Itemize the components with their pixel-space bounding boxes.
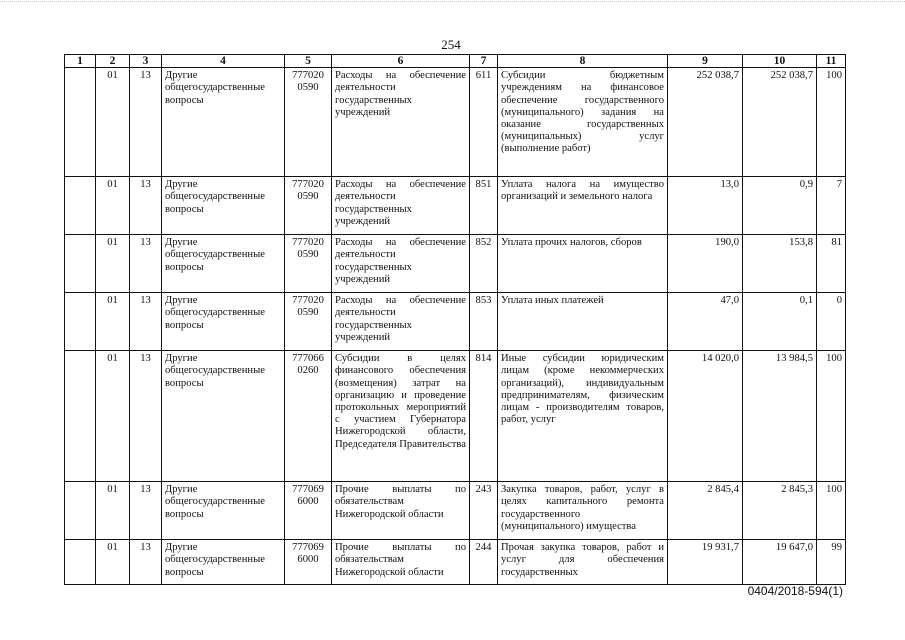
cell-section: 01 xyxy=(96,351,130,482)
column-header: 3 xyxy=(130,55,162,68)
cell-subsection: 13 xyxy=(130,235,162,293)
cell-actual-value: 19 647,0 xyxy=(743,540,817,585)
column-header: 5 xyxy=(285,55,332,68)
cell-target-name: Расходы на обеспечение деятельности государственных учреждений xyxy=(332,177,470,235)
cell-expense-type: 853 xyxy=(470,293,498,351)
cell-col1 xyxy=(65,68,96,177)
cell-planned-value: 252 038,7 xyxy=(668,68,743,177)
cell-section: 01 xyxy=(96,235,130,293)
cell-planned-value: 47,0 xyxy=(668,293,743,351)
column-header: 8 xyxy=(498,55,668,68)
cell-col1 xyxy=(65,540,96,585)
cell-expense-name: Субсидии бюджетным учреждениям на финансовое обеспечение государственного (муниципального) задания на оказание государственных (муниципальных) услуг (выполнение работ) xyxy=(498,68,668,177)
cell-target-name: Расходы на обеспечение деятельности государственных учреждений xyxy=(332,293,470,351)
cell-expense-type: 814 xyxy=(470,351,498,482)
header-row xyxy=(65,55,846,68)
cell-expense-name: Прочая закупка товаров, работ и услуг для обеспечения государственных xyxy=(498,540,668,585)
table-row xyxy=(65,177,846,235)
cell-expense-name: Иные субсидии юридическим лицам (кроме некоммерческих организаций), индивидуальным предпринимателям, физическим лицам - производителям товаров, работ, услуг xyxy=(498,351,668,482)
column-header: 7 xyxy=(470,55,498,68)
cell-target-code: 777066 0260 xyxy=(285,351,332,482)
cell-section: 01 xyxy=(96,540,130,585)
cell-subsection: 13 xyxy=(130,482,162,540)
cell-expense-type: 243 xyxy=(470,482,498,540)
cell-col1 xyxy=(65,235,96,293)
cell-section: 01 xyxy=(96,68,130,177)
column-header: 10 xyxy=(743,55,817,68)
cell-subsection: 13 xyxy=(130,540,162,585)
cell-target-name: Расходы на обеспечение деятельности государственных учреждений xyxy=(332,235,470,293)
cell-actual-value: 13 984,5 xyxy=(743,351,817,482)
cell-col1 xyxy=(65,177,96,235)
cell-planned-value: 13,0 xyxy=(668,177,743,235)
cell-percent: 81 xyxy=(817,235,846,293)
page-number: 254 xyxy=(441,37,461,52)
column-header: 6 xyxy=(332,55,470,68)
cell-subsection: 13 xyxy=(130,68,162,177)
cell-section: 01 xyxy=(96,293,130,351)
cell-section-name: Другие общегосударственные вопросы xyxy=(162,177,285,235)
cell-section-name: Другие общегосударственные вопросы xyxy=(162,68,285,177)
column-header: 2 xyxy=(96,55,130,68)
cell-section-name: Другие общегосударственные вопросы xyxy=(162,540,285,585)
cell-percent: 100 xyxy=(817,351,846,482)
cell-section-name: Другие общегосударственные вопросы xyxy=(162,482,285,540)
table-row xyxy=(65,293,846,351)
column-header: 4 xyxy=(162,55,285,68)
cell-actual-value: 0,9 xyxy=(743,177,817,235)
table-row xyxy=(65,540,846,585)
cell-target-code: 777020 0590 xyxy=(285,177,332,235)
cell-target-code: 777069 6000 xyxy=(285,482,332,540)
cell-target-code: 777020 0590 xyxy=(285,293,332,351)
budget-table xyxy=(64,54,846,585)
table-row xyxy=(65,351,846,482)
cell-planned-value: 19 931,7 xyxy=(668,540,743,585)
cell-expense-type: 852 xyxy=(470,235,498,293)
cell-planned-value: 190,0 xyxy=(668,235,743,293)
column-header: 1 xyxy=(65,55,96,68)
cell-section-name: Другие общегосударственные вопросы xyxy=(162,293,285,351)
cell-expense-type: 244 xyxy=(470,540,498,585)
cell-section: 01 xyxy=(96,177,130,235)
cell-percent: 99 xyxy=(817,540,846,585)
cell-target-code: 777020 0590 xyxy=(285,68,332,177)
column-header: 11 xyxy=(817,55,846,68)
cell-col1 xyxy=(65,482,96,540)
cell-expense-type: 611 xyxy=(470,68,498,177)
table-row xyxy=(65,482,846,540)
column-header: 9 xyxy=(668,55,743,68)
cell-expense-type: 851 xyxy=(470,177,498,235)
top-dotted-rule xyxy=(0,1,905,2)
cell-percent: 100 xyxy=(817,482,846,540)
cell-col1 xyxy=(65,293,96,351)
cell-actual-value: 2 845,3 xyxy=(743,482,817,540)
table-row xyxy=(65,68,846,177)
cell-percent: 100 xyxy=(817,68,846,177)
cell-actual-value: 252 038,7 xyxy=(743,68,817,177)
cell-section-name: Другие общегосударственные вопросы xyxy=(162,351,285,482)
cell-actual-value: 0,1 xyxy=(743,293,817,351)
cell-section-name: Другие общегосударственные вопросы xyxy=(162,235,285,293)
cell-percent: 0 xyxy=(817,293,846,351)
cell-subsection: 13 xyxy=(130,351,162,482)
cell-target-name: Субсидии в целях финансового обеспечения (возмещения) затрат на организацию и проведение протокольных мероприятий с участием Губернатора Нижегородской области, Председателя Правительства xyxy=(332,351,470,482)
cell-target-code: 777020 0590 xyxy=(285,235,332,293)
cell-section: 01 xyxy=(96,482,130,540)
cell-expense-name: Закупка товаров, работ, услуг в целях капитального ремонта государственного (муниципального) имущества xyxy=(498,482,668,540)
cell-target-name: Прочие выплаты по обязательствам Нижегородской области xyxy=(332,540,470,585)
cell-percent: 7 xyxy=(817,177,846,235)
cell-expense-name: Уплата налога на имущество организаций и земельного налога xyxy=(498,177,668,235)
cell-subsection: 13 xyxy=(130,177,162,235)
cell-expense-name: Уплата прочих налогов, сборов xyxy=(498,235,668,293)
document-id: 0404/2018-594(1) xyxy=(747,584,843,598)
cell-subsection: 13 xyxy=(130,293,162,351)
cell-actual-value: 153,8 xyxy=(743,235,817,293)
cell-planned-value: 14 020,0 xyxy=(668,351,743,482)
cell-target-name: Расходы на обеспечение деятельности государственных учреждений xyxy=(332,68,470,177)
cell-expense-name: Уплата иных платежей xyxy=(498,293,668,351)
cell-col1 xyxy=(65,351,96,482)
cell-planned-value: 2 845,4 xyxy=(668,482,743,540)
table-row xyxy=(65,235,846,293)
cell-target-code: 777069 6000 xyxy=(285,540,332,585)
cell-target-name: Прочие выплаты по обязательствам Нижегородской области xyxy=(332,482,470,540)
